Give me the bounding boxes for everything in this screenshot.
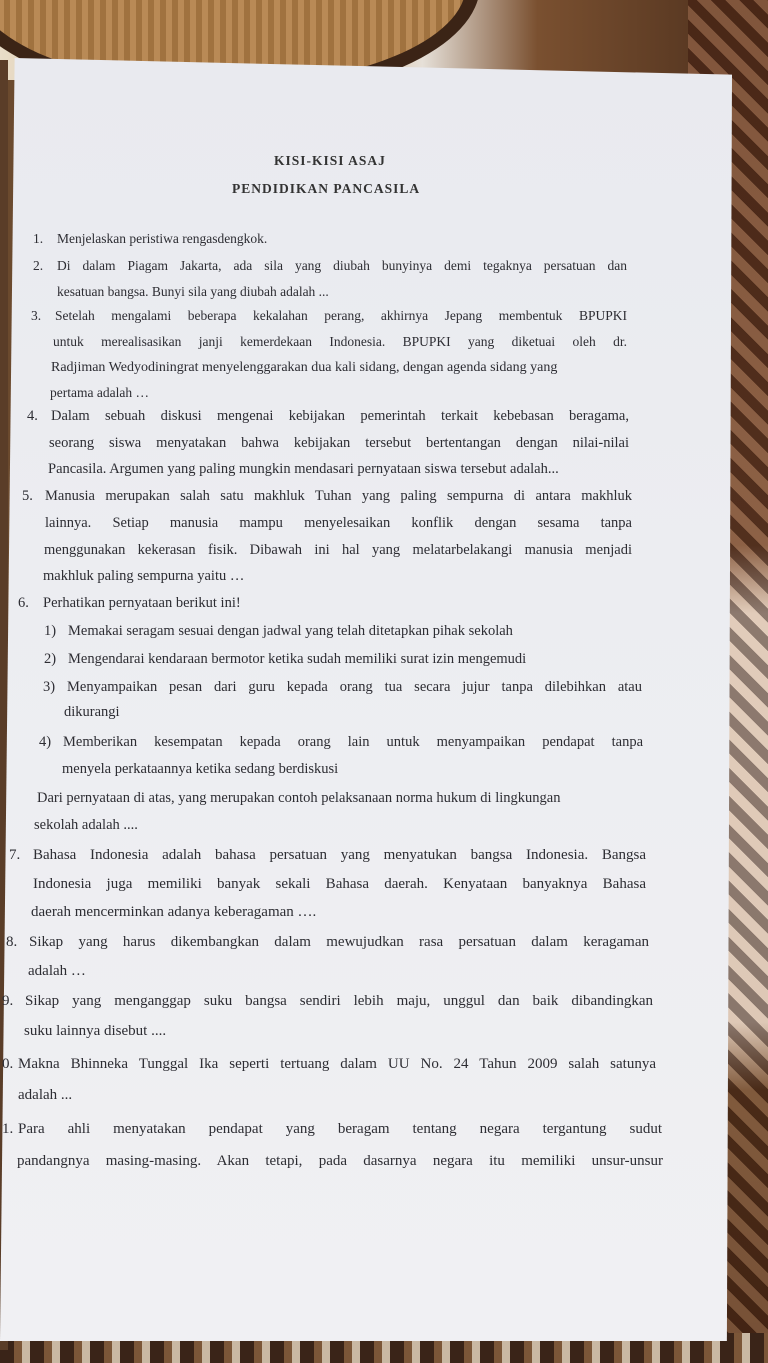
question-2-line-2: kesatuan bangsa. Bunyi sila yang diubah adalah ... (57, 284, 329, 299)
question-4-line-1: Dalam sebuah diskusi mengenai kebijakan pemerintah terkait kebebasan beragama, (51, 408, 629, 424)
question-6-line-1: Perhatikan pernyataan berikut ini! (43, 595, 241, 611)
q6-item-3-line-2: dikurangi (64, 704, 120, 720)
question-5-number: 5. (22, 488, 33, 504)
question-4-number: 4. (27, 408, 38, 424)
page-title: KISI-KISI ASAJ (274, 153, 386, 168)
q6-item-2-line-1: Mengendarai kendaraan bermotor ketika sudah memiliki surat izin mengemudi (68, 651, 527, 667)
question-5-line-1: Manusia merupakan salah satu makhluk Tuhan yang paling sempurna di antara makhluk (45, 488, 632, 504)
q6-item-4-line-2: menyela perkataannya ketika sedang berdiskusi (62, 761, 339, 777)
question-11-number: 1. (2, 1121, 14, 1137)
q6-item-4-number: 4) (39, 734, 52, 750)
question-10-line-2: adalah ... (18, 1087, 73, 1103)
question-8-line-1: Sikap yang harus dikembangkan dalam mewujudkan rasa persatuan dalam keragaman (29, 934, 649, 950)
page-subtitle: PENDIDIKAN PANCASILA (232, 181, 421, 196)
q6-closing-line-2: sekolah adalah .... (34, 817, 138, 833)
q6-item-1-number: 1) (44, 623, 57, 639)
question-5-line-4: makhluk paling sempurna yaitu … (43, 568, 245, 584)
q6-item-4-line-1: Memberikan kesempatan kepada orang lain untuk menyampaikan pendapat tanpa (63, 734, 643, 750)
question-1-line-1: Menjelaskan peristiwa rengasdengkok. (57, 231, 268, 246)
q6-item-3-number: 3) (43, 679, 56, 695)
q6-item-1-line-1: Memakai seragam sesuai dengan jadwal yang telah ditetapkan pihak sekolah (68, 623, 513, 639)
question-7-line-3: daerah mencerminkan adanya keberagaman …. (31, 904, 317, 920)
question-1-number: 1. (33, 231, 44, 246)
question-4-line-3: Pancasila. Argumen yang paling mungkin mendasari pernyataan siswa tersebut adalah... (48, 461, 559, 477)
question-7-line-1: Bahasa Indonesia adalah bahasa persatuan yang menyatukan bangsa Indonesia. Bangsa (33, 847, 646, 863)
question-4-line-2: seorang siswa menyatakan bahwa kebijakan tersebut bertentangan dengan nilai-nilai (49, 435, 629, 451)
question-8-line-2: adalah … (28, 963, 86, 979)
question-11-line-1: Para ahli menyatakan pendapat yang beragam tentang negara tergantung sudut (18, 1121, 662, 1137)
question-8-number: 8. (6, 934, 18, 950)
question-3-line-1: Setelah mengalami beberapa kekalahan perang, akhirnya Jepang membentuk BPUPKI (55, 308, 627, 323)
question-3-line-4: pertama adalah … (50, 385, 149, 400)
q6-closing-line-1: Dari pernyataan di atas, yang merupakan contoh pelaksanaan norma hukum di lingkungan (37, 790, 561, 806)
question-9-line-1: Sikap yang menganggap suku bangsa sendiri lebih maju, unggul dan baik dibandingkan (25, 993, 653, 1009)
question-5-line-3: menggunakan kekerasan fisik. Dibawah ini hal yang melatarbelakangi manusia menjadi (44, 542, 632, 558)
question-7-number: 7. (9, 847, 21, 863)
paper-sheet (0, 58, 732, 1341)
question-11-line-2: pandangnya masing-masing. Akan tetapi, pada dasarnya negara itu memiliki unsur-unsur (17, 1153, 663, 1169)
question-2-line-1: Di dalam Piagam Jakarta, ada sila yang diubah bunyinya demi tegaknya persatuan dan (57, 258, 627, 273)
question-10-line-1: Makna Bhinneka Tunggal Ika seperti tertuang dalam UU No. 24 Tahun 2009 salah satunya (18, 1056, 656, 1072)
question-7-line-2: Indonesia juga memiliki banyak sekali Bahasa daerah. Kenyataan banyaknya Bahasa (33, 876, 646, 892)
q6-item-3-line-1: Menyampaikan pesan dari guru kepada orang tua secara jujur tanpa dilebihkan atau (67, 679, 642, 695)
question-5-line-2: lainnya. Setiap manusia mampu menyelesaikan konflik dengan sesama tanpa (45, 515, 632, 531)
question-3-number: 3. (31, 308, 42, 323)
question-3-line-3: Radjiman Wedyodiningrat menyelenggarakan dua kali sidang, dengan agenda sidang yang (51, 360, 558, 375)
question-3-line-2: untuk merealisasikan janji kemerdekaan Indonesia. BPUPKI yang diketuai oleh dr. (53, 334, 627, 349)
question-2-number: 2. (33, 258, 44, 273)
question-6-number: 6. (18, 595, 29, 611)
question-10-number: 0. (2, 1056, 14, 1072)
question-9-number: 9. (2, 993, 14, 1009)
question-9-line-2: suku lainnya disebut .... (24, 1023, 167, 1039)
q6-item-2-number: 2) (44, 651, 57, 667)
